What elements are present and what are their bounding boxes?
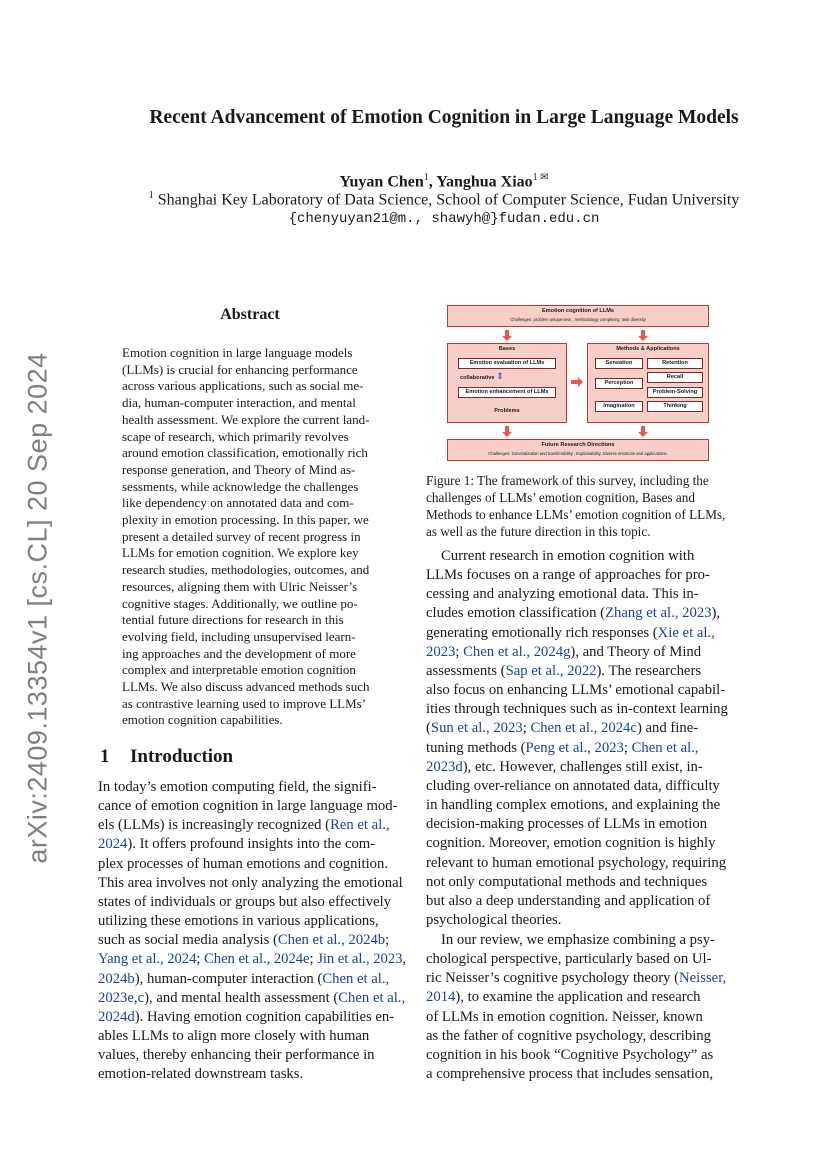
- text-line: ities through techniques such as in-context learning: [426, 701, 728, 718]
- abstract-body: [122, 345, 380, 729]
- text-line: not only computational methods and techniques: [426, 873, 708, 890]
- affiliation-mark: 1: [148, 190, 154, 201]
- text-line: emotion-related downstream tasks.: [98, 1066, 304, 1083]
- citation-link[interactable]: 2023: [426, 643, 456, 660]
- fig-top-subtitle: Challenges: problem uniqueness , methodology complexity, task diversity: [510, 317, 646, 322]
- abstract-line: (LLMs) is crucial for enhancing performance: [122, 361, 358, 377]
- citation-link[interactable]: Chen et al.,: [631, 739, 699, 756]
- text-line: 2024b), human-computer interaction (Chen et al.,: [98, 970, 390, 987]
- abstract-line: tential future directions for research in this: [122, 612, 344, 628]
- citation-link[interactable]: Chen et al., 2024c: [530, 720, 637, 737]
- abstract-line: cognitive stages. Additionally, we outline po-: [122, 595, 358, 611]
- fig-top-title: Emotion cognition of LLMs: [541, 308, 615, 314]
- text-line: ric Neisser’s cognitive psychology theory (Neisser,: [426, 970, 727, 987]
- text-line: but also a deep understanding and application of: [426, 892, 711, 909]
- affiliation-text: Shanghai Key Laboratory of Data Science, School of Computer Science, Fudan University: [157, 191, 740, 209]
- fig-bottom-title: Future Research Directions: [541, 442, 615, 448]
- text-line: states of individuals or groups but also effectively: [98, 893, 392, 910]
- fig-bases-emotion-enhancement: Emotion enhancement of LLMs: [458, 387, 556, 398]
- fig-bases-problems: Problems: [494, 408, 520, 414]
- text-line: 2024). It offers profound insights into the com-: [98, 836, 376, 853]
- citation-link[interactable]: Sap et al., 2022: [505, 662, 597, 679]
- fig-bases-collaborative: [460, 373, 504, 381]
- citation-link[interactable]: 2023d: [426, 758, 463, 775]
- text-line: also focus on enhancing LLMs’ emotional capabil-: [426, 682, 726, 699]
- fig-methods-box: [587, 343, 709, 423]
- fig-method-retention: Retention: [647, 358, 703, 369]
- text-line: plex processes of human emotions and cognition.: [98, 855, 389, 872]
- section-number: 1: [100, 746, 110, 767]
- text-line: In today’s emotion computing field, the signifi-: [98, 779, 377, 795]
- text-line: cluding over-reliance on annotated data, difficulty: [426, 777, 720, 794]
- text-line: assessments (Sap et al., 2022). The researchers: [426, 662, 702, 679]
- caption-line: challenges of LLMs’ emotion cognition, Bases and: [426, 490, 695, 505]
- abstract-line: like dependency on annotated data and com-: [122, 495, 354, 511]
- text-line: cludes emotion classification (Zhang et al., 2023),: [426, 605, 721, 622]
- abstract-line: resources, aligning them with Ulric Neisser’s: [122, 578, 358, 594]
- text-line: ables LLMs to align more closely with human: [98, 1028, 370, 1045]
- caption-line: Methods to enhance LLMs’ emotion cognition of LLMs,: [426, 507, 726, 522]
- fig-bottom-box: [447, 439, 709, 461]
- abstract-line: research studies, methodologies, outcomes, and: [122, 562, 370, 578]
- abstract-line: Emotion cognition in large language models: [122, 345, 353, 360]
- text-line: psychological theories.: [426, 911, 562, 928]
- citation-link[interactable]: Xie et al.,: [657, 624, 715, 641]
- abstract-line: scape of research, which primarily revolves: [122, 428, 349, 444]
- citation-link[interactable]: 2014: [426, 989, 456, 1006]
- right-column-paragraph-2: [426, 931, 732, 1084]
- text-line: Yang et al., 2024; Chen et al., 2024e; Jin et al., 2023,: [98, 951, 407, 968]
- affiliation: [60, 190, 828, 209]
- abstract-heading: Abstract: [220, 306, 280, 323]
- text-line: LLMs focuses on a range of approaches for pro-: [426, 567, 710, 584]
- abstract-line: dia, human-computer interaction, and mental: [122, 395, 356, 411]
- abstract-line: present a detailed survey of recent progress in: [122, 528, 361, 544]
- author-2-affil-num: 1: [532, 172, 538, 183]
- citation-link[interactable]: 2024: [98, 836, 128, 853]
- text-line: generating emotionally rich responses (Xie et al.,: [426, 624, 715, 641]
- paper-title: Recent Advancement of Emotion Cognition in Large Language Models: [149, 107, 739, 128]
- text-line: 2014), to examine the application and research: [426, 989, 701, 1006]
- text-line: utilizing these emotions in various applications,: [98, 913, 379, 930]
- figure-1-framework-diagram: [447, 305, 709, 463]
- text-line: decision-making processes of LLMs in emotion: [426, 816, 708, 833]
- abstract-line: as contrastive learning used to improve LLMs’: [122, 695, 367, 711]
- text-line: chological perspective, particularly based on Ul-: [426, 951, 712, 968]
- abstract-line: health assessment. We explore the current land-: [122, 411, 370, 427]
- introduction-paragraph: [98, 778, 406, 1085]
- abstract-line: emotion cognition capabilities.: [122, 712, 283, 728]
- citation-link[interactable]: c: [137, 989, 145, 1006]
- arxiv-identifier-text: arXiv:2409.13354v1 [cs.CL] 20 Sep 2024: [22, 352, 53, 864]
- author-list: Yuyan Chen$^1$, Yanghua Xiao$^{1 ✉}$: [339, 172, 549, 191]
- abstract-line: sessments, while acknowledge the challenges: [122, 478, 359, 494]
- caption-line: as well as the future direction in this topic.: [426, 524, 651, 539]
- text-line: In our review, we emphasize combining a psy-: [441, 932, 715, 948]
- citation-link[interactable]: Chen et al., 2024b: [277, 932, 386, 949]
- abstract-line: across various applications, such as social me-: [122, 378, 364, 394]
- right-column-paragraph-1: [426, 547, 732, 930]
- text-line: els (LLMs) is increasingly recognized (Ren et al.,: [98, 817, 390, 834]
- text-line: 2023e,c), and mental health assessment (Chen et al.,: [98, 989, 406, 1006]
- text-line: Current research in emotion cognition with: [441, 548, 695, 564]
- author-1-affil-mark: 1: [423, 172, 429, 183]
- fig-bases-title: Bases: [498, 346, 516, 352]
- author-emails: {chenyuyan21@m., shawyh@}fudan.edu.cn: [288, 211, 600, 227]
- fig-method-recall: Recall: [647, 372, 703, 383]
- text-line: cance of emotion cognition in large language mod-: [98, 798, 398, 815]
- citation-link[interactable]: Chen et al., 2024g: [463, 643, 571, 660]
- text-line: a comprehensive process that includes sensation,: [426, 1066, 714, 1083]
- author-1: Yuyan Chen: [339, 173, 424, 191]
- author-2: Yanghua Xiao: [436, 173, 533, 191]
- section-heading-introduction: [100, 746, 233, 768]
- fig-collab-label: collaborative: [460, 375, 495, 381]
- citation-link[interactable]: Yang et al., 2024: [98, 951, 197, 968]
- text-line: (Sun et al., 2023; Chen et al., 2024c) and fine-: [426, 720, 699, 737]
- citation-link[interactable]: 2024b: [98, 970, 135, 987]
- citation-link[interactable]: Peng et al., 2023: [525, 739, 624, 756]
- citation-link[interactable]: 2024d: [98, 1008, 135, 1025]
- text-line: cessing and analyzing emotional data. This in-: [426, 586, 699, 603]
- citation-link[interactable]: Jin et al., 2023: [317, 951, 403, 968]
- text-line: in handling complex emotions, and explaining the: [426, 797, 721, 814]
- text-line: 2024d). Having emotion cognition capabilities en-: [98, 1008, 395, 1025]
- text-line: cognition in his book “Cognitive Psychology” as: [426, 1046, 714, 1063]
- citation-link[interactable]: Sun et al., 2023: [430, 720, 523, 737]
- figure-1-caption: [426, 472, 732, 540]
- fig-method-imagination: Imagination: [595, 401, 643, 412]
- fig-top-box: [447, 305, 709, 327]
- text-line: of LLMs in emotion cognition. Neisser, known: [426, 1008, 703, 1025]
- abstract-line: complex and interpretable emotion cognition: [122, 662, 356, 678]
- abstract-line: LLMs for emotion cognition. We explore key: [122, 545, 359, 561]
- fig-method-thinking: Thinking: [647, 401, 703, 412]
- fig-methods-title: Methods & Applications: [616, 346, 680, 352]
- abstract-line: ing approaches and the development of more: [122, 645, 356, 661]
- text-line: 2023d), etc. However, challenges still exist, in-: [426, 758, 703, 775]
- text-line: tuning methods (Peng et al., 2023; Chen et al.,: [426, 739, 699, 756]
- section-title: Introduction: [130, 746, 234, 767]
- mail-icon: ✉: [540, 172, 549, 183]
- text-line: This area involves not only analyzing the emotional: [98, 874, 403, 891]
- abstract-line: evolving field, including unsupervised learn-: [122, 628, 356, 644]
- bidirectional-arrow-icon: ⇕: [496, 371, 504, 381]
- text-line: as the father of cognitive psychology, describing: [426, 1027, 711, 1044]
- abstract-line: response generation, and Theory of Mind as-: [122, 461, 356, 477]
- abstract-line: around emotion classification, emotionally rich: [122, 445, 368, 461]
- citation-link[interactable]: Zhang et al., 2023: [605, 605, 712, 622]
- text-line: cognition. Moreover, emotion cognition is highly: [426, 835, 716, 852]
- caption-line: Figure 1: The framework of this survey, including the: [426, 473, 709, 488]
- citation-link[interactable]: Chen et al., 2024e: [204, 951, 310, 968]
- author-2-affil-mark: [533, 172, 549, 183]
- citation-link[interactable]: Ren et al.,: [330, 817, 390, 834]
- text-line: such as social media analysis (Chen et al., 2024b;: [98, 932, 390, 949]
- fig-method-problem-solving: Problem-Solving: [647, 387, 703, 398]
- citation-link[interactable]: 2023e: [98, 989, 134, 1006]
- text-line: relevant to human emotional psychology, requiring: [426, 854, 727, 871]
- arxiv-identifier: [18, 352, 58, 864]
- fig-bases-box: [447, 343, 567, 423]
- citation-link[interactable]: Chen et al.,: [338, 989, 406, 1006]
- abstract-line: plexity in emotion processing. In this paper, we: [122, 512, 369, 528]
- text-line: values, thereby enhancing their performance in: [98, 1047, 375, 1064]
- citation-link[interactable]: Chen et al.,: [322, 970, 390, 987]
- text-line: 2023; Chen et al., 2024g), and Theory of Mind: [426, 643, 702, 660]
- fig-method-perception: Perception: [595, 378, 643, 389]
- fig-method-sensation: Sensation: [595, 358, 643, 369]
- abstract-line: LLMs. We also discuss advanced methods such: [122, 679, 370, 695]
- fig-bottom-subtitle: Challenges: Generalization and transferability , Explainability, Diverse emotions and applications.: [488, 451, 668, 456]
- citation-link[interactable]: Neisser,: [679, 970, 727, 987]
- fig-bases-emotion-evaluation: Emotion evaluation of LLMs: [458, 358, 556, 369]
